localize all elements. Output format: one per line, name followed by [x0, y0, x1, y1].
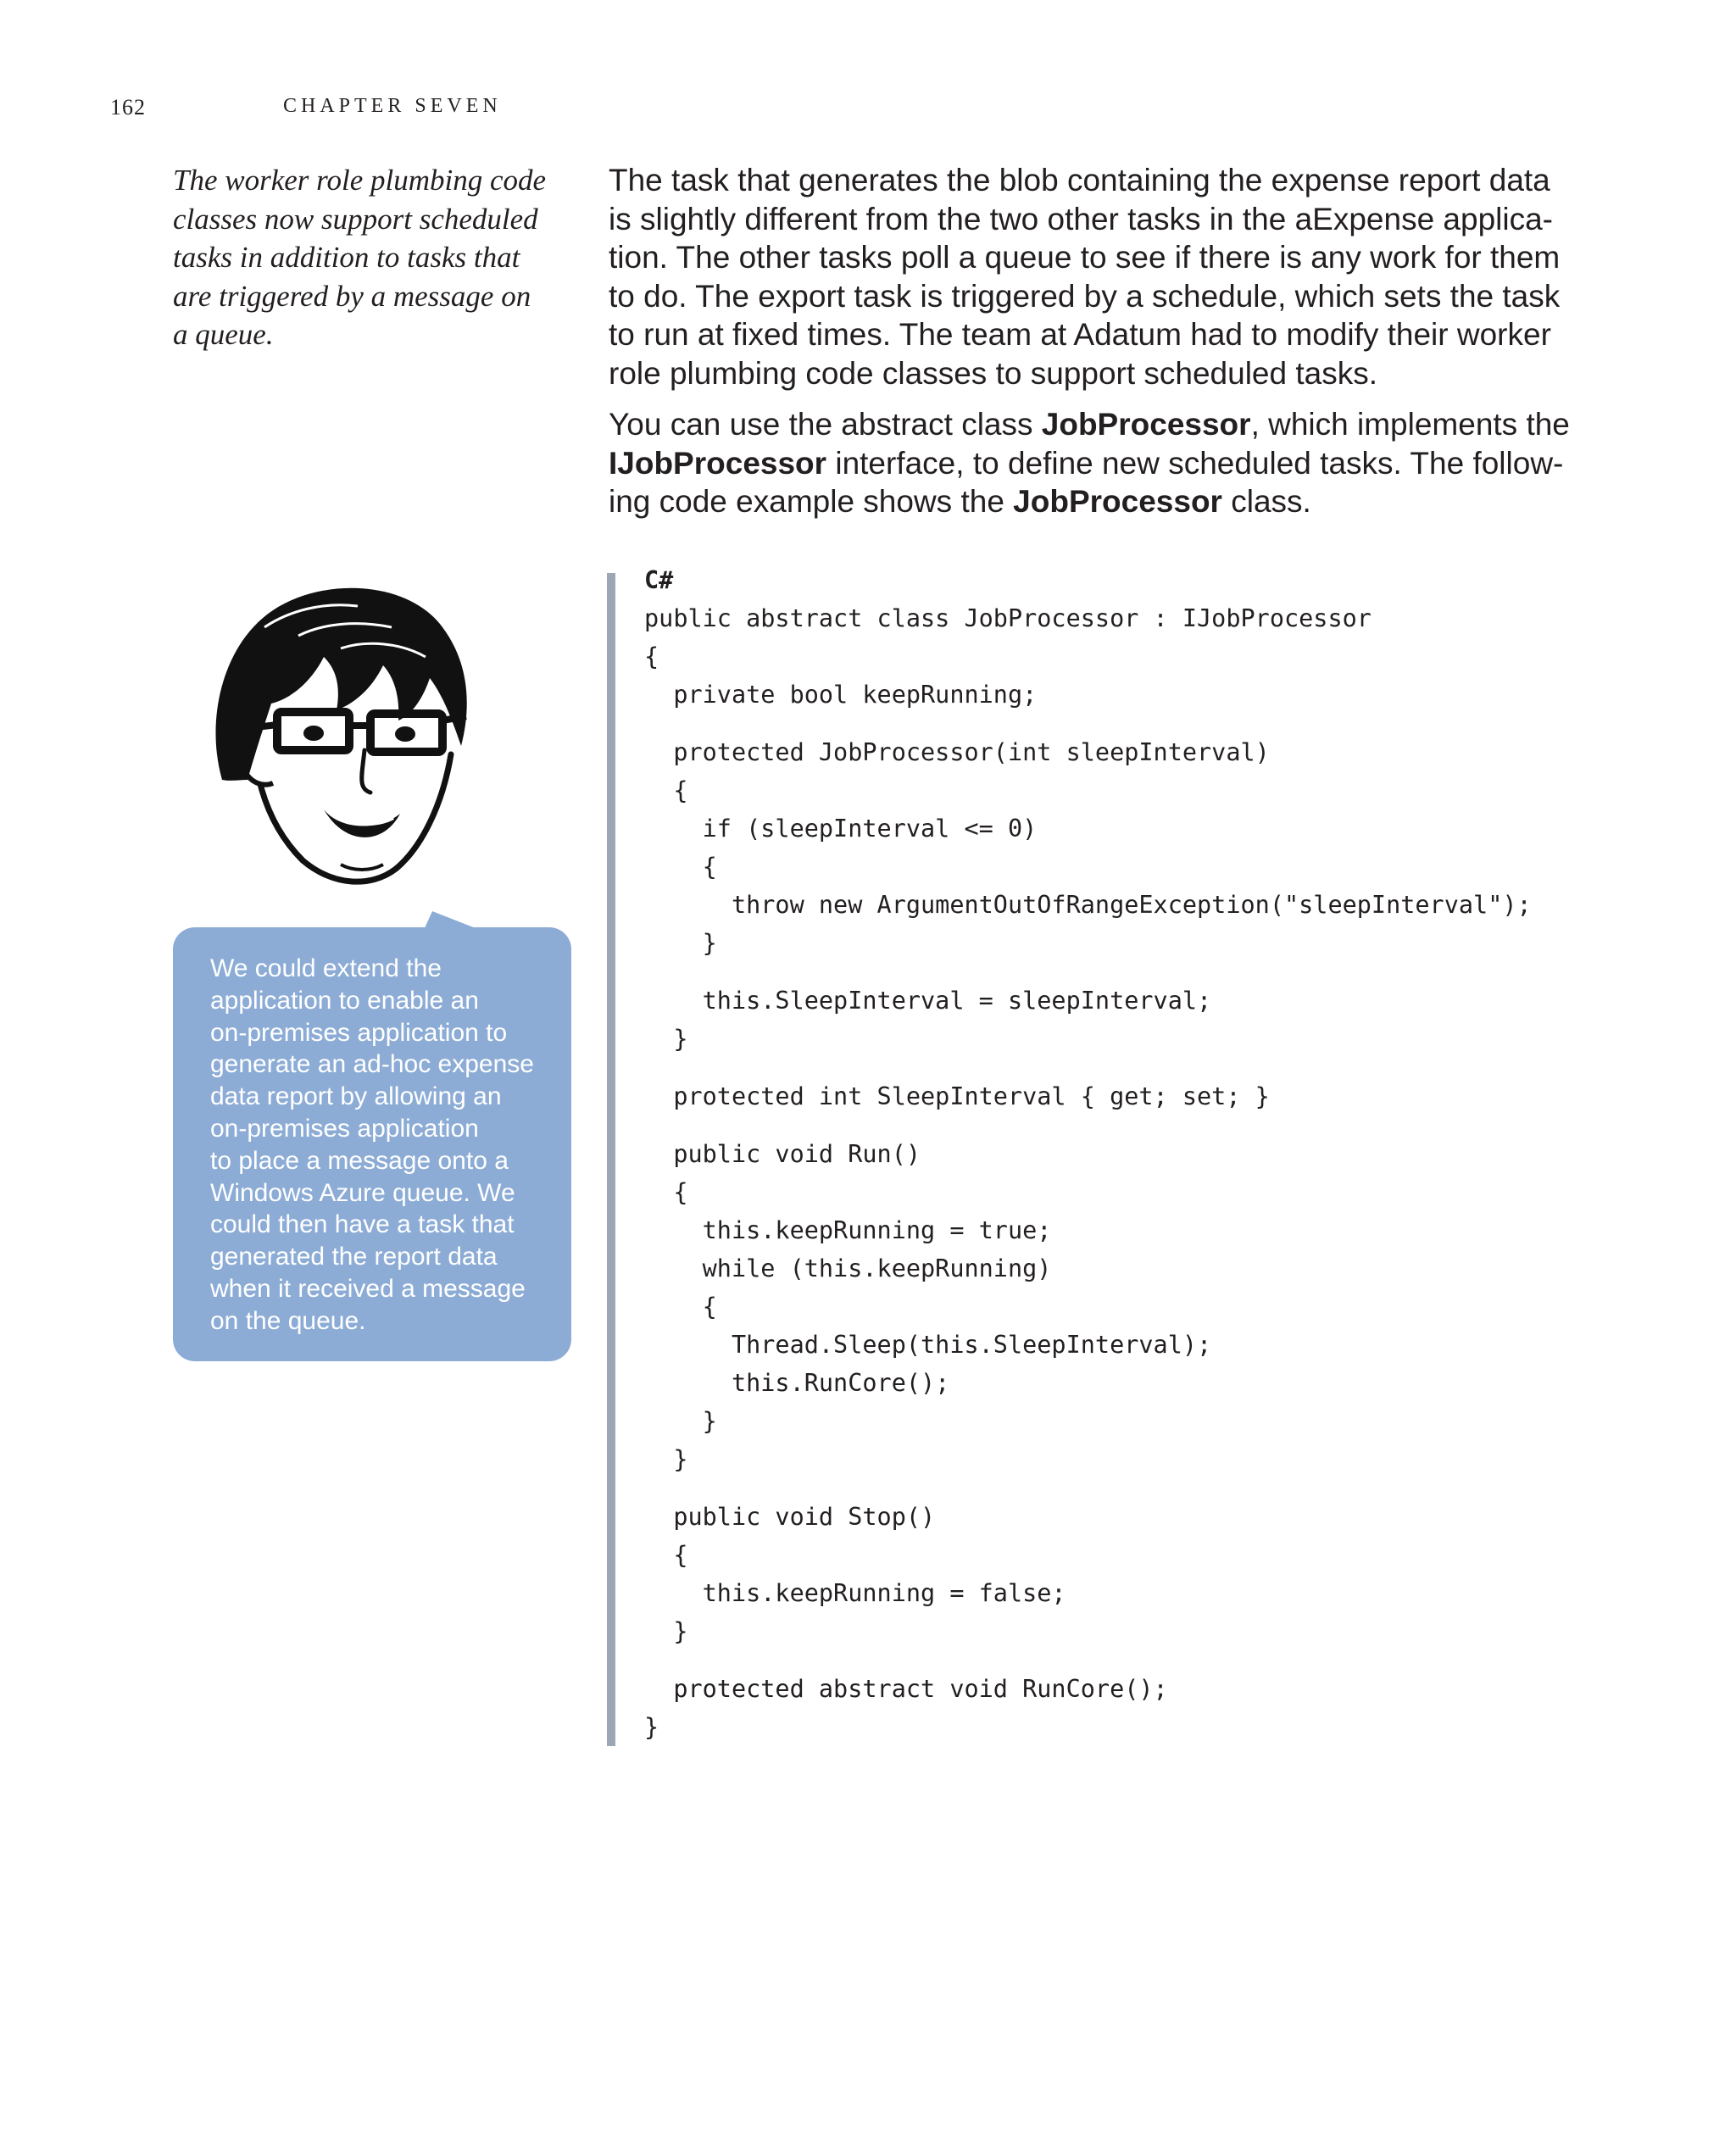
callout-line: could then have a task that: [210, 1210, 515, 1239]
code-line: }: [644, 1617, 688, 1645]
paragraph-line: is slightly different from the two other tasks in the aExpense applica-: [609, 201, 1553, 236]
chapter-heading: CHAPTER SEVEN: [283, 95, 502, 117]
code-language-label: C#: [644, 566, 674, 594]
callout-line: Windows Azure queue. We: [210, 1178, 515, 1207]
callout-line: to place a message onto a: [210, 1146, 509, 1175]
body-text: [609, 161, 1570, 534]
code-line: public void Run(): [644, 1140, 921, 1168]
code-block-rule: [607, 573, 615, 1746]
margin-note: [173, 161, 571, 354]
code-line: protected abstract void RunCore();: [644, 1675, 1168, 1703]
code-line: this.RunCore();: [644, 1369, 950, 1397]
callout-line: on-premises application to: [210, 1018, 508, 1047]
callout-text: [210, 953, 558, 1338]
code-line: this.SleepInterval = sleepInterval;: [644, 987, 1212, 1015]
developer-portrait-illustration: [197, 576, 485, 903]
code-line: {: [644, 642, 659, 670]
code-line: {: [644, 1541, 688, 1569]
text-run: interface, to define new scheduled tasks. The follow-: [826, 445, 1564, 481]
code-line: throw new ArgumentOutOfRangeException("sleepInterval");: [644, 891, 1532, 919]
code-line: this.keepRunning = false;: [644, 1579, 1066, 1607]
code-line: public void Stop(): [644, 1503, 936, 1531]
callout-line: when it received a message: [210, 1274, 526, 1303]
class-name-jobprocessor: JobProcessor: [1013, 484, 1222, 519]
code-line: {: [644, 1293, 717, 1321]
paragraph-line: The task that generates the blob containing the expense report data: [609, 163, 1550, 197]
code-line: }: [644, 1445, 688, 1473]
paragraph-jobprocessor: [609, 405, 1570, 521]
code-line: this.keepRunning = true;: [644, 1216, 1052, 1244]
callout-line: on-premises application: [210, 1114, 479, 1143]
code-line: Thread.Sleep(this.SleepInterval);: [644, 1331, 1212, 1359]
paragraph-line: role plumbing code classes to support scheduled tasks.: [609, 355, 1378, 391]
code-line: protected int SleepInterval { get; set; }: [644, 1082, 1270, 1110]
paragraph-line: to do. The export task is triggered by a schedule, which sets the task: [609, 278, 1561, 314]
code-line: }: [644, 1407, 717, 1435]
code-line: {: [644, 853, 717, 881]
code-line: private bool keepRunning;: [644, 681, 1038, 709]
margin-note-line: are triggered by a message on: [173, 279, 531, 313]
paragraph-intro: [609, 161, 1566, 392]
paragraph-line: [609, 444, 1566, 483]
text-run: ing code example shows the: [609, 484, 1014, 519]
interface-name-ijobprocessor: IJobProcessor: [609, 445, 827, 481]
code-line: {: [644, 776, 688, 804]
callout-line: data report by allowing an: [210, 1082, 502, 1111]
code-line: while (this.keepRunning): [644, 1254, 1052, 1282]
text-run: , which implements the: [1250, 407, 1570, 442]
callout-line: generate an ad-hoc expense: [210, 1050, 534, 1079]
page-number: 162: [110, 95, 146, 120]
paragraph-line: tion. The other tasks poll a queue to see if there is any work for them: [609, 240, 1561, 275]
paragraph-line: [609, 482, 1566, 521]
text-run: class.: [1221, 484, 1311, 519]
code-line: protected JobProcessor(int sleepInterval): [644, 738, 1270, 766]
callout-line: We could extend the: [210, 954, 442, 982]
callout-line: application to enable an: [210, 986, 479, 1015]
text-run: You can use the abstract class: [609, 407, 1042, 442]
margin-note-line: The worker role plumbing code: [173, 164, 547, 197]
code-line: }: [644, 1025, 688, 1053]
callout-line: generated the report data: [210, 1243, 498, 1271]
code-line: }: [644, 929, 717, 957]
code-line: {: [644, 1178, 688, 1206]
code-line: }: [644, 1713, 659, 1741]
code-line: public abstract class JobProcessor : IJobProcessor: [644, 604, 1372, 632]
margin-note-line: classes now support scheduled: [173, 202, 538, 236]
paragraph-line: [609, 405, 1570, 444]
margin-note-line: tasks in addition to tasks that: [173, 241, 520, 274]
margin-note-line: a queue.: [173, 318, 274, 351]
code-line: if (sleepInterval <= 0): [644, 815, 1038, 843]
class-name-jobprocessor: JobProcessor: [1041, 407, 1251, 442]
paragraph-line: to run at fixed times. The team at Adatum had to modify their worker: [609, 317, 1551, 352]
callout-line: on the queue.: [210, 1306, 366, 1335]
